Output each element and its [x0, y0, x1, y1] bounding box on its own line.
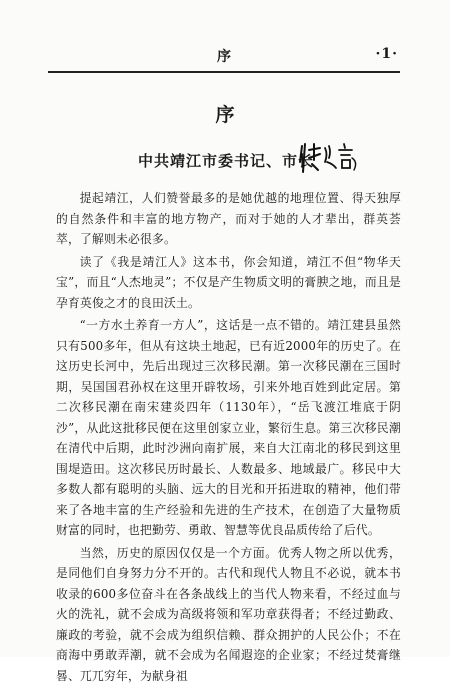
paragraph: 提起靖江，人们赞誉最多的是她优越的地理位置、得天独厚的自然条件和丰富的地方物产，而对于她的人才辈出，群英荟萃，了解则未必很多。 — [56, 188, 401, 250]
paragraph: 当然，历史的原因仅仅是一个方面。优秀人物之所以优秀，是同他们自身努力分不开的。古代和现代人物且不必说，就本书收录的600多位奋斗在各条战线上的当代人物来看，不经过血与火的洗礼，就不会成为高级将领和军功章获得者；不经过勤政、廉政的考验，就不会成为组织信赖、群众拥护的人民公仆；不在商海中勇敢弄潮，就不会成为名闻遐迩的企业家；不经过焚膏继晷、兀兀穷年，为献身祖 — [56, 543, 401, 686]
chapter-title: 序 — [0, 100, 450, 127]
paragraph: 读了《我是靖江人》这本书，你会知道，靖江不但“物华天宝”，而且“人杰地灵”；不仅是产生物质文明的膏腴之地，而且是孕育英俊之才的良田沃土。 — [56, 252, 401, 314]
running-head — [48, 46, 400, 68]
handwritten-signature — [298, 140, 360, 176]
header-rule — [48, 71, 400, 73]
page-number: ·1· — [376, 46, 399, 62]
preface-body — [56, 188, 401, 686]
paragraph: “一方水土养育一方人”，这话是一点不错的。靖江建县虽然只有500多年，但从有这块土地起，已有近2000年的历史了。在这历史长河中，先后出现过三次移民潮。第一次移民潮在三国时期，吴国国君孙权在这里开辟牧场，引来外地百姓到此定居。第二次移民潮在南宋建炎四年（1130年），“岳飞渡江堆底于阴沙”，从此这批移民便在这里创家立业，繁衍生息。第三次移民潮在清代中后期，此时沙洲向南扩展，来自大江南北的移民到这里围堤造田。这次移民历时最长、人数最多、地域最广。移民中大多数人都有聪明的头脑、远大的目光和开拓进取的精神，他们带来了各地丰富的生产经验和先进的生产技术，在创造了大量物质财富的同时，也把勤劳、勇敢、智慧等优良品质传给了后代。 — [56, 315, 401, 541]
author-byline: 中共靖江市委书记、市长 — [138, 150, 314, 171]
running-head-title: 序 — [48, 46, 400, 66]
